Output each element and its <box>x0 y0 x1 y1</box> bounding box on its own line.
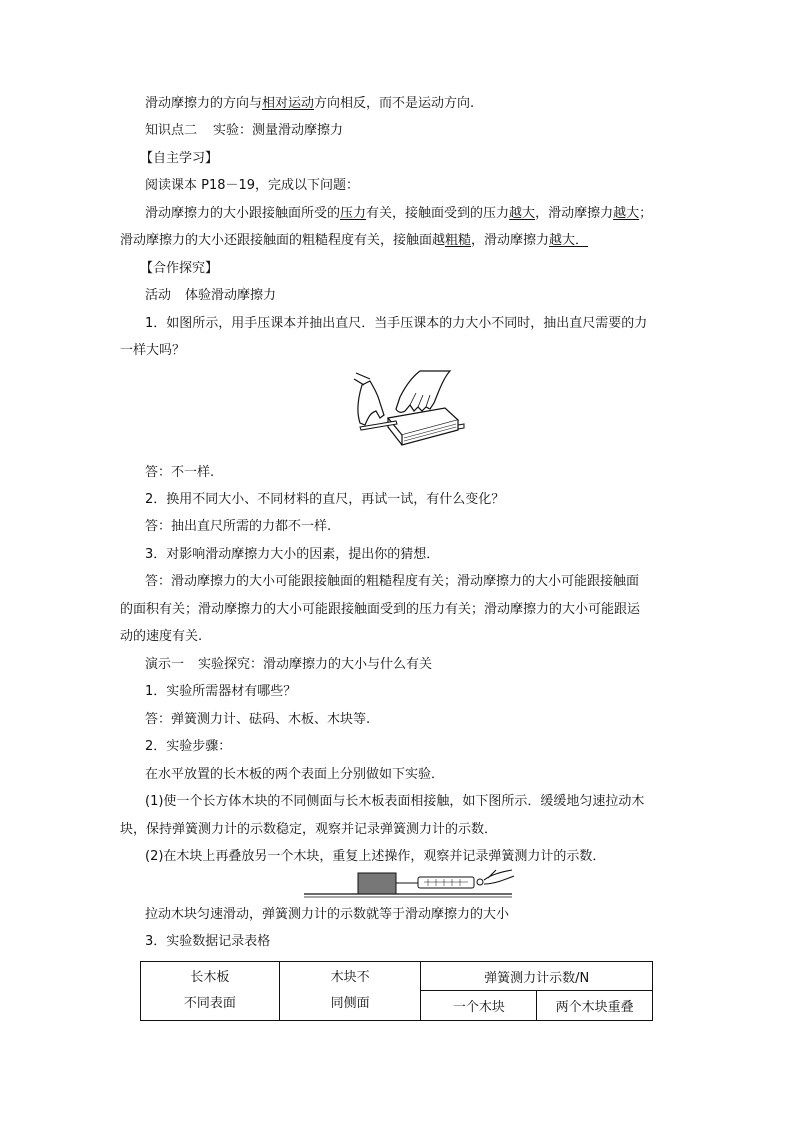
demo-question-3: 3．实验数据记录表格 <box>145 934 271 949</box>
underlined-answer: 越大 <box>509 206 536 221</box>
self-study-line-1 <box>145 206 652 222</box>
heading-title: 实验：测量滑动摩擦力 <box>213 123 344 138</box>
answer-2: 答：抽出直尺所需的力都不一样. <box>145 519 332 534</box>
hand-book-ruler-figure <box>350 363 470 453</box>
step-intro: 在水平放置的长木板的两个表面上分别做如下实验． <box>145 767 445 782</box>
step-1-line-2: 块，保持弹簧测力计的示数稳定，观察并记录弹簧测力计的示数． <box>120 822 498 837</box>
answer-1: 答：不一样. <box>145 465 215 480</box>
step-2: (2)在木块上再叠放另一个木块，重复上述操作，观察并记录弹簧测力计的示数． <box>145 849 606 864</box>
text-span: 有关，接触面受到的压力 <box>366 206 510 221</box>
self-study-line-2 <box>120 233 588 249</box>
table-subheader-one-block: 一个木块 <box>421 991 537 1021</box>
measurement-note: 拉动木块匀速滑动，弹簧测力计的示数就等于滑动摩擦力的大小 <box>145 907 510 922</box>
reading-instruction: 阅读课本 P18－19，完成以下问题： <box>145 178 360 193</box>
activity-label: 活动 <box>145 288 172 303</box>
table-subheader-two-blocks: 两个木块重叠 <box>537 991 653 1021</box>
underlined-answer: 压力 <box>340 206 367 221</box>
self-study-heading: 【自主学习】 <box>140 151 219 166</box>
text-span: 方向相反，而不是运动方向. <box>314 96 475 111</box>
header-line: 同侧面 <box>330 996 370 1011</box>
underlined-answer: 越大． <box>549 233 589 248</box>
data-record-table <box>140 961 653 1021</box>
header-line: 长木板 <box>190 970 230 985</box>
activity-title: 体验滑动摩擦力 <box>185 288 277 303</box>
text-span: 滑动摩擦力的大小跟接触面所受的 <box>145 206 341 221</box>
demo-title: 实验探究：滑动摩擦力的大小与什么有关 <box>198 657 433 672</box>
text-span: 滑动摩擦力的方向与 <box>145 96 263 111</box>
text-span: ，滑动摩擦力 <box>471 233 550 248</box>
text-span: ； <box>639 206 653 221</box>
table-header-block-side <box>279 962 421 1021</box>
activity-heading <box>145 288 276 304</box>
question-1-line-2: 一样大吗？ <box>120 343 186 358</box>
knowledge-point-heading <box>145 123 343 139</box>
answer-3-line-2: 的面积有关；滑动摩擦力的大小可能跟接触面受到的压力有关；滑动摩擦力的大小可能跟运 <box>120 602 641 617</box>
demo-label: 演示一 <box>145 657 185 672</box>
text-span: 滑动摩擦力的大小还跟接触面的粗糙程度有关，接触面越 <box>120 233 446 248</box>
header-line: 不同表面 <box>183 996 236 1011</box>
underlined-answer: 粗糙 <box>445 233 472 248</box>
question-3: 3．对影响滑动摩擦力大小的因素，提出你的猜想． <box>145 547 440 562</box>
text-span: ，滑动摩擦力 <box>535 206 614 221</box>
question-2: 2．换用不同大小、不同材料的直尺，再试一试，有什么变化？ <box>145 492 505 507</box>
answer-3-line-3: 动的速度有关. <box>120 629 203 644</box>
block-spring-scale-figure <box>300 866 520 900</box>
heading-number: 知识点二 <box>145 123 198 138</box>
demo-question-2: 2．实验步骤： <box>145 739 232 754</box>
demo-answer-1: 答：弹簧测力计、砝码、木板、木块等. <box>145 712 371 727</box>
demo-question-1: 1．实验所需器材有哪些？ <box>145 684 297 699</box>
table-header-board <box>141 962 280 1021</box>
underlined-answer: 相对运动 <box>262 96 315 111</box>
header-line: 木块不 <box>330 970 370 985</box>
step-1-line-1: (1)使一个长方体木块的不同侧面与长木板表面相接触，如下图所示．缓缓地匀速拉动木 <box>145 794 645 809</box>
demo-1-heading <box>145 657 432 673</box>
question-1-line-1: 1．如图所示，用手压课本并抽出直尺．当手压课本的力大小不同时，抽出直尺需要的力 <box>145 316 648 331</box>
table-header-scale-reading: 弹簧测力计示数/N <box>421 962 653 991</box>
friction-direction-line <box>145 96 474 112</box>
underlined-answer: 越大 <box>613 206 640 221</box>
answer-3-line-1: 答：滑动摩擦力的大小可能跟接触面的粗糙程度有关；滑动摩擦力的大小可能跟接触面 <box>145 574 640 589</box>
cooperative-heading: 【合作探究】 <box>140 261 219 276</box>
